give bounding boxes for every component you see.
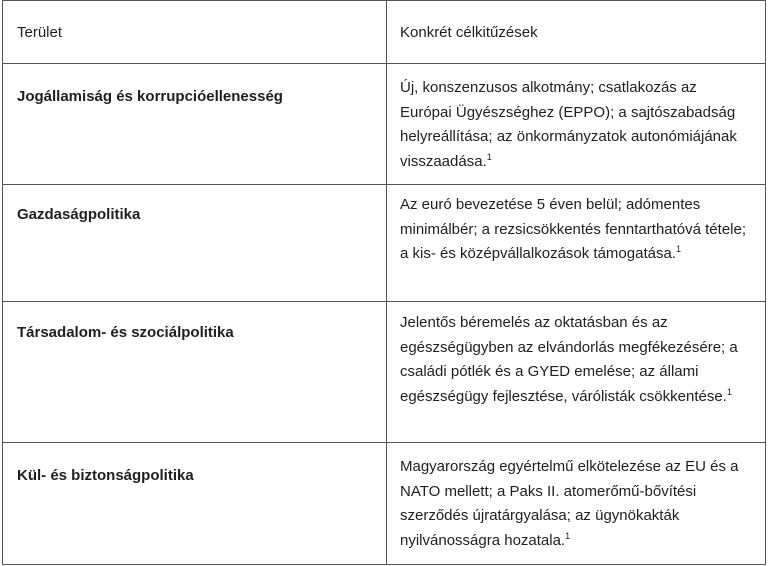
table-header-row bbox=[3, 1, 765, 64]
footnote-marker: 1 bbox=[565, 530, 571, 541]
goals-text: Az euró bevezetése 5 éven belül; adómentes minimálbér; a rezsicsökkentés fenntarthatóvá tétele; a kis- és középvállalkozások támogatása. bbox=[400, 196, 747, 262]
goals-table bbox=[2, 0, 766, 565]
area-cell: Kül- és biztonságpolitika bbox=[17, 467, 194, 484]
footnote-marker: 1 bbox=[486, 151, 492, 162]
goals-cell bbox=[400, 311, 752, 409]
goals-text: Jelentős béremelés az oktatásban és az egészségügyben az elvándorlás megfékezésére; a családi pótlék és a GYED emelése; az állami egészségügy fejlesztése, várólisták csökkentése. bbox=[400, 314, 738, 405]
goals-cell bbox=[400, 455, 752, 553]
header-goals: Konkrét célkitűzések bbox=[400, 24, 538, 41]
area-cell: Társadalom- és szociálpolitika bbox=[17, 324, 234, 341]
goals-text: Magyarország egyértelmű elkötelezése az EU és a NATO mellett; a Paks II. atomerőmű-bővítési szerződés újratárgyalása; az ügynökakták nyilvánosságra hozatala. bbox=[400, 458, 739, 549]
table-row bbox=[3, 64, 765, 185]
table-row bbox=[3, 185, 765, 302]
goals-cell bbox=[400, 76, 752, 174]
goals-text: Új, konszenzusos alkotmány; csatlakozás az Európai Ügyészséghez (EPPO); a sajtószabadság helyreállítása; az önkormányzatok autonómiájának visszaadása. bbox=[400, 79, 737, 170]
header-area: Terület bbox=[17, 24, 63, 41]
goals-cell bbox=[400, 193, 752, 267]
footnote-marker: 1 bbox=[675, 244, 681, 254]
area-cell: Gazdaságpolitika bbox=[17, 206, 141, 223]
table-row bbox=[3, 443, 765, 564]
area-cell: Jogállamiság és korrupcióellenesség bbox=[17, 88, 283, 105]
footnote-marker: 1 bbox=[726, 386, 732, 397]
table-row bbox=[3, 302, 765, 443]
